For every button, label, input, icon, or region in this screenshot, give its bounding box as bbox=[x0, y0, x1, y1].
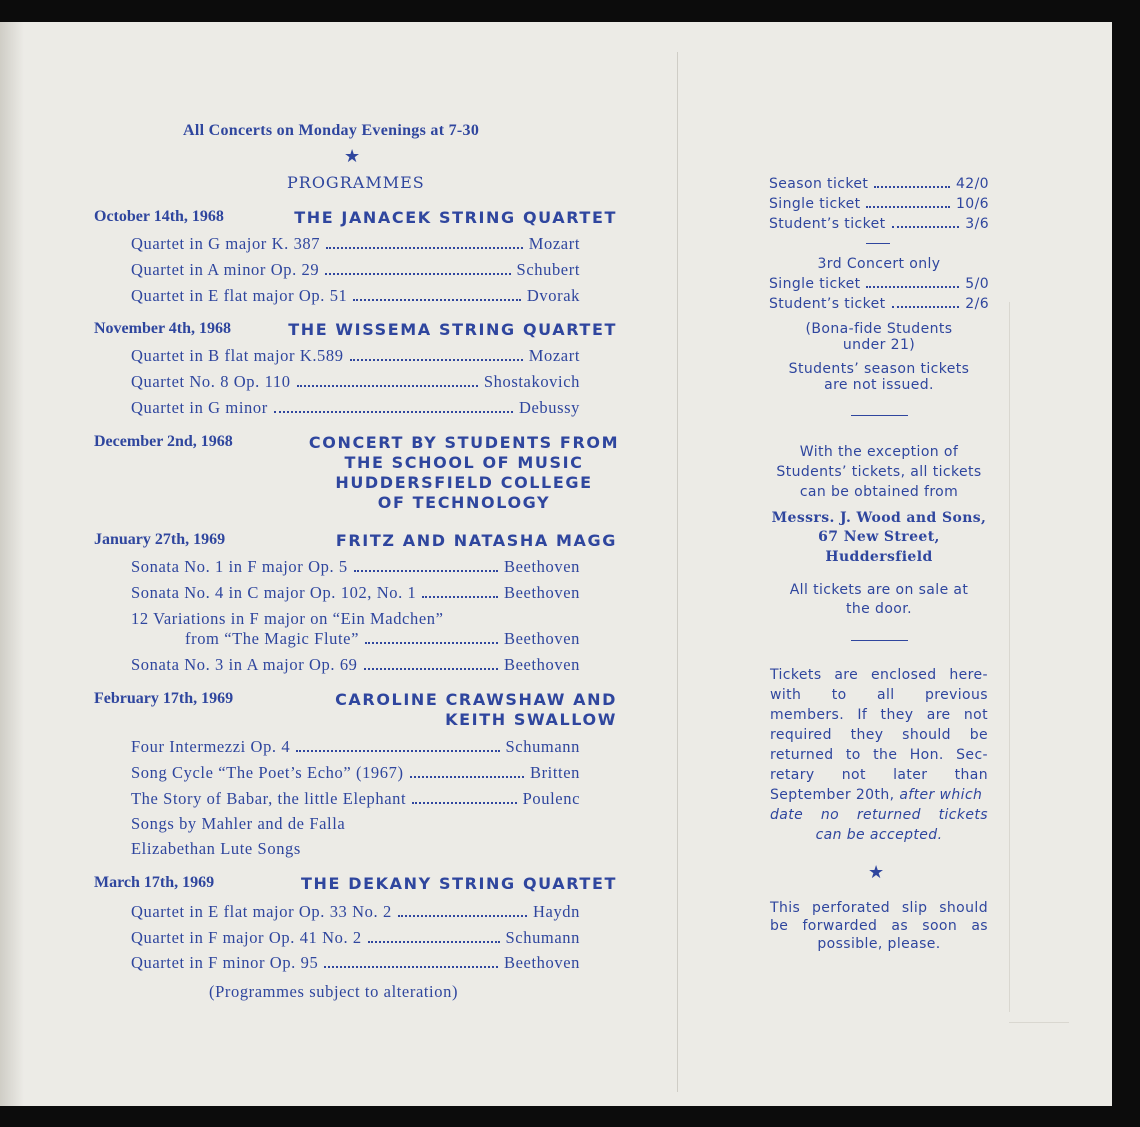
concert-date: January 27th, 1969 bbox=[94, 531, 226, 548]
alteration-footnote: (Programmes subject to alteration) bbox=[209, 982, 459, 1001]
dot-leader bbox=[398, 915, 527, 917]
work-title-continued: from “The Magic Flute” bbox=[185, 629, 360, 648]
dot-leader bbox=[296, 750, 499, 752]
price-row bbox=[769, 276, 989, 292]
work-title: Quartet in G major K. 387 bbox=[131, 234, 321, 253]
work-title: Song Cycle “The Poet’s Echo” (1967) bbox=[131, 763, 404, 782]
dot-leader bbox=[412, 802, 516, 804]
concert-performer: OF TECHNOLOGY bbox=[377, 493, 551, 512]
composer: Dvorak bbox=[526, 286, 580, 305]
work-title: Songs by Mahler and de Falla bbox=[131, 814, 346, 833]
dot-leader bbox=[326, 247, 523, 249]
returns-note-italic-line: can be accepted. bbox=[815, 827, 943, 843]
divider bbox=[851, 415, 908, 416]
work-title: Quartet in G minor bbox=[131, 398, 268, 417]
programme-row bbox=[131, 737, 580, 757]
dot-leader bbox=[353, 299, 521, 301]
concert-date: March 17th, 1969 bbox=[94, 874, 215, 891]
ticket-price: 10/6 bbox=[955, 196, 989, 212]
programme-row bbox=[131, 655, 580, 675]
programme-row bbox=[131, 928, 580, 948]
dot-leader bbox=[874, 186, 950, 188]
work-title: Sonata No. 4 in C major Op. 102, No. 1 bbox=[131, 583, 417, 602]
slip-line-3: possible, please. bbox=[817, 936, 941, 952]
star-icon: ★ bbox=[868, 862, 885, 883]
price-row bbox=[769, 296, 989, 312]
work-title: Sonata No. 1 in F major Op. 5 bbox=[131, 557, 348, 576]
composer: Shostakovich bbox=[483, 372, 580, 391]
work-title: Four Intermezzi Op. 4 bbox=[131, 737, 291, 756]
dot-leader bbox=[325, 273, 510, 275]
programme-row bbox=[185, 629, 580, 649]
returns-note-line: required they should be bbox=[770, 727, 988, 743]
perforation-bottom bbox=[1009, 1022, 1069, 1023]
returns-note-line: Tickets are enclosed here- bbox=[770, 667, 988, 683]
returns-note-italic-line: date no returned tickets bbox=[770, 807, 988, 823]
dot-leader bbox=[365, 642, 498, 644]
work-title: Quartet No. 8 Op. 110 bbox=[131, 372, 291, 391]
composer: Debussy bbox=[518, 398, 580, 417]
divider bbox=[851, 640, 908, 641]
agent-line-3: Huddersfield bbox=[825, 549, 933, 565]
composer: Mozart bbox=[528, 346, 580, 365]
work-title: Quartet in B flat major K.589 bbox=[131, 346, 344, 365]
programme-row bbox=[131, 398, 580, 418]
programmes-title: PROGRAMMES bbox=[287, 173, 425, 192]
composer: Beethoven bbox=[504, 953, 580, 972]
programme-row bbox=[131, 234, 580, 254]
returns-note-line: retary not later than bbox=[770, 767, 988, 783]
concert-date: December 2nd, 1968 bbox=[94, 433, 233, 450]
dot-leader bbox=[354, 570, 498, 572]
programme-row bbox=[131, 814, 580, 834]
programme-row bbox=[131, 286, 580, 306]
ticket-type: Student’s ticket bbox=[769, 216, 886, 232]
price-row bbox=[769, 196, 989, 212]
composer: Beethoven bbox=[504, 583, 580, 602]
door-line-1: All tickets are on sale at bbox=[789, 582, 969, 598]
ticket-type: Single ticket bbox=[769, 276, 861, 292]
returns-note-text: September 20th, bbox=[770, 787, 895, 803]
returns-note-line: members. If they are not bbox=[770, 707, 988, 723]
dot-leader bbox=[350, 359, 523, 361]
ticket-price: 3/6 bbox=[965, 216, 989, 232]
concert-performer: CONCERT BY STUDENTS FROM bbox=[308, 433, 620, 452]
agent-line-1: Messrs. J. Wood and Sons, bbox=[771, 510, 987, 526]
returns-note-line: with to all previous bbox=[770, 687, 988, 703]
concert-performer: THE WISSEMA STRING QUARTET bbox=[288, 320, 617, 339]
ticket-type: Season ticket bbox=[769, 176, 869, 192]
composer: Haydn bbox=[533, 902, 580, 921]
programme-row bbox=[131, 583, 580, 603]
composer: Beethoven bbox=[504, 557, 580, 576]
concert-date: October 14th, 1968 bbox=[94, 208, 224, 225]
composer: Poulenc bbox=[522, 789, 580, 808]
agent-line-2: 67 New Street, bbox=[818, 529, 940, 545]
concert-performer: THE SCHOOL OF MUSIC bbox=[344, 453, 584, 472]
bona-fide-line-1: (Bona-fide Students bbox=[805, 321, 953, 337]
programme-row bbox=[131, 557, 580, 577]
exception-line-3: can be obtained from bbox=[799, 484, 959, 500]
work-title: Quartet in A minor Op. 29 bbox=[131, 260, 320, 279]
composer: Mozart bbox=[528, 234, 580, 253]
dot-leader bbox=[410, 776, 524, 778]
composer: Beethoven bbox=[504, 655, 580, 674]
spine-shadow bbox=[0, 22, 24, 1106]
dot-leader bbox=[892, 306, 960, 308]
concert-performer: KEITH SWALLOW bbox=[445, 710, 617, 729]
bona-fide-line-2: under 21) bbox=[842, 337, 916, 353]
programme-row bbox=[131, 346, 580, 366]
dot-leader bbox=[274, 411, 513, 413]
dot-leader bbox=[368, 941, 500, 943]
perforation-line bbox=[1009, 302, 1010, 1012]
ticket-type: Student’s ticket bbox=[769, 296, 886, 312]
composer: Schumann bbox=[505, 737, 580, 756]
dot-leader bbox=[866, 206, 949, 208]
slip-line-2: be forwarded as soon as bbox=[770, 918, 988, 934]
concert-performer: CAROLINE CRAWSHAW AND bbox=[335, 690, 617, 709]
dot-leader bbox=[892, 226, 960, 228]
star-icon: ★ bbox=[344, 146, 361, 167]
dot-leader bbox=[324, 966, 498, 968]
concert-performer: FRITZ AND NATASHA MAGG bbox=[335, 531, 617, 550]
composer: Schubert bbox=[516, 260, 580, 279]
programme-row bbox=[131, 902, 580, 922]
work-title: Quartet in E flat major Op. 51 bbox=[131, 286, 348, 305]
dot-leader bbox=[422, 596, 498, 598]
slip-line-1: This perforated slip should bbox=[770, 900, 988, 916]
returns-note-line: returned to the Hon. Sec- bbox=[770, 747, 988, 763]
programme-row bbox=[131, 372, 580, 392]
returns-note-italic: after which bbox=[899, 787, 983, 803]
ticket-price: 42/0 bbox=[955, 176, 989, 192]
concert-time-header: All Concerts on Monday Evenings at 7-30 bbox=[183, 122, 480, 139]
season-note-line-2: are not issued. bbox=[824, 377, 934, 393]
ticket-price: 5/0 bbox=[965, 276, 989, 292]
work-title: Quartet in E flat major Op. 33 No. 2 bbox=[131, 902, 392, 921]
dot-leader bbox=[866, 286, 959, 288]
concert-date: February 17th, 1969 bbox=[94, 690, 234, 707]
work-title: 12 Variations in F major on “Ein Madchen” bbox=[131, 609, 444, 628]
work-title: Quartet in F major Op. 41 No. 2 bbox=[131, 928, 362, 947]
programme-row bbox=[131, 260, 580, 280]
concert-date: November 4th, 1968 bbox=[94, 320, 232, 337]
work-title: The Story of Babar, the little Elephant bbox=[131, 789, 407, 808]
composer: Britten bbox=[529, 763, 580, 782]
ticket-type: Single ticket bbox=[769, 196, 861, 212]
composer: Beethoven bbox=[504, 629, 580, 648]
dot-leader bbox=[364, 668, 499, 670]
dot-leader bbox=[297, 385, 478, 387]
fold-line bbox=[677, 52, 678, 1092]
composer: Schumann bbox=[505, 928, 580, 947]
work-title: Quartet in F minor Op. 95 bbox=[131, 953, 319, 972]
concert-performer: HUDDERSFIELD COLLEGE bbox=[335, 473, 593, 492]
ticket-price: 2/6 bbox=[965, 296, 989, 312]
programme-row bbox=[131, 953, 580, 973]
exception-line-1: With the exception of bbox=[799, 444, 959, 460]
work-title: Sonata No. 3 in A major Op. 69 bbox=[131, 655, 358, 674]
programme-row bbox=[131, 839, 580, 859]
programme-row bbox=[131, 763, 580, 783]
programme-row bbox=[131, 789, 580, 809]
third-concert-label: 3rd Concert only bbox=[817, 256, 941, 272]
concert-performer: THE JANACEK STRING QUARTET bbox=[294, 208, 617, 227]
returns-note-line bbox=[770, 787, 988, 803]
divider bbox=[866, 243, 890, 244]
season-note-line-1: Students’ season tickets bbox=[788, 361, 970, 377]
concert-performer: THE DEKANY STRING QUARTET bbox=[301, 874, 617, 893]
door-line-2: the door. bbox=[846, 601, 912, 617]
price-row bbox=[769, 216, 989, 232]
exception-line-2: Students’ tickets, all tickets bbox=[776, 464, 982, 480]
price-row bbox=[769, 176, 989, 192]
work-title: Elizabethan Lute Songs bbox=[131, 839, 301, 858]
